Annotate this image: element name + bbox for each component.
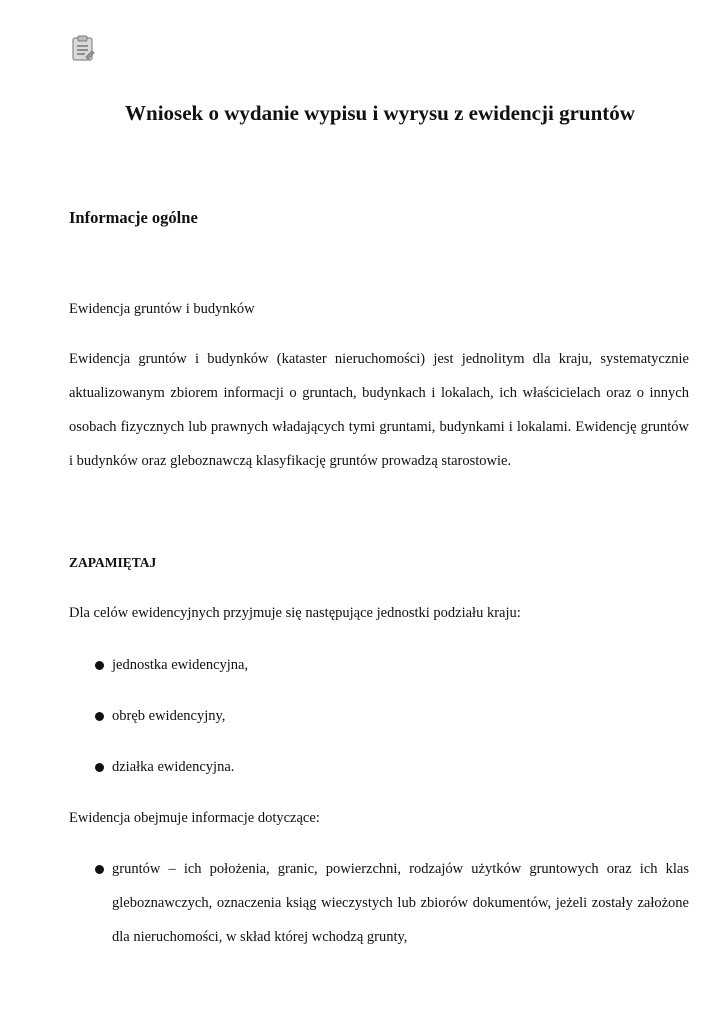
info-intro: Ewidencja obejmuje informacje dotyczące: <box>69 810 320 826</box>
list-item <box>95 852 689 954</box>
list-item-text: obręb ewidencyjny, <box>112 708 226 724</box>
bullet-icon <box>95 712 104 721</box>
document-title: Wniosek o wydanie wypisu i wyrysu z ewidencji gruntów <box>125 101 635 125</box>
list-item-text: gruntów – ich położenia, granic, powierzchni, rodzajów użytków gruntowych oraz ich klas gleboznawczych, oznaczenia ksiąg wieczystych lub zbiorów dokumentów, jeżeli zostały założone dla nieruchomości, w skład której wchodzą grunty, <box>112 861 689 945</box>
main-paragraph: Ewidencja gruntów i budynków (kataster nieruchomości) jest jednolitym dla kraju, systematycznie aktualizowanym zbiorem informacji o gruntach, budynkach i lokalach, ich właścicielach oraz o innych osobach fizycznych lub prawnych władających tymi gruntami, budynkami i lokalami. Ewidencję gruntów i budynków oraz gleboznawczą klasyfikację gruntów prowadzą starostowie. <box>69 351 689 469</box>
remember-label: ZAPAMIĘTAJ <box>69 555 157 570</box>
units-intro: Dla celów ewidencyjnych przyjmuje się następujące jednostki podziału kraju: <box>69 605 521 621</box>
bullet-icon <box>95 865 104 874</box>
subheading: Ewidencja gruntów i budynków <box>69 301 255 317</box>
bullet-icon <box>95 661 104 670</box>
list-item-text: działka ewidencyjna. <box>112 759 235 775</box>
bullet-icon <box>95 763 104 772</box>
list-item-text: jednostka ewidencyjna, <box>112 657 249 673</box>
section-heading: Informacje ogólne <box>69 208 198 227</box>
clipboard-document-icon <box>70 34 96 62</box>
